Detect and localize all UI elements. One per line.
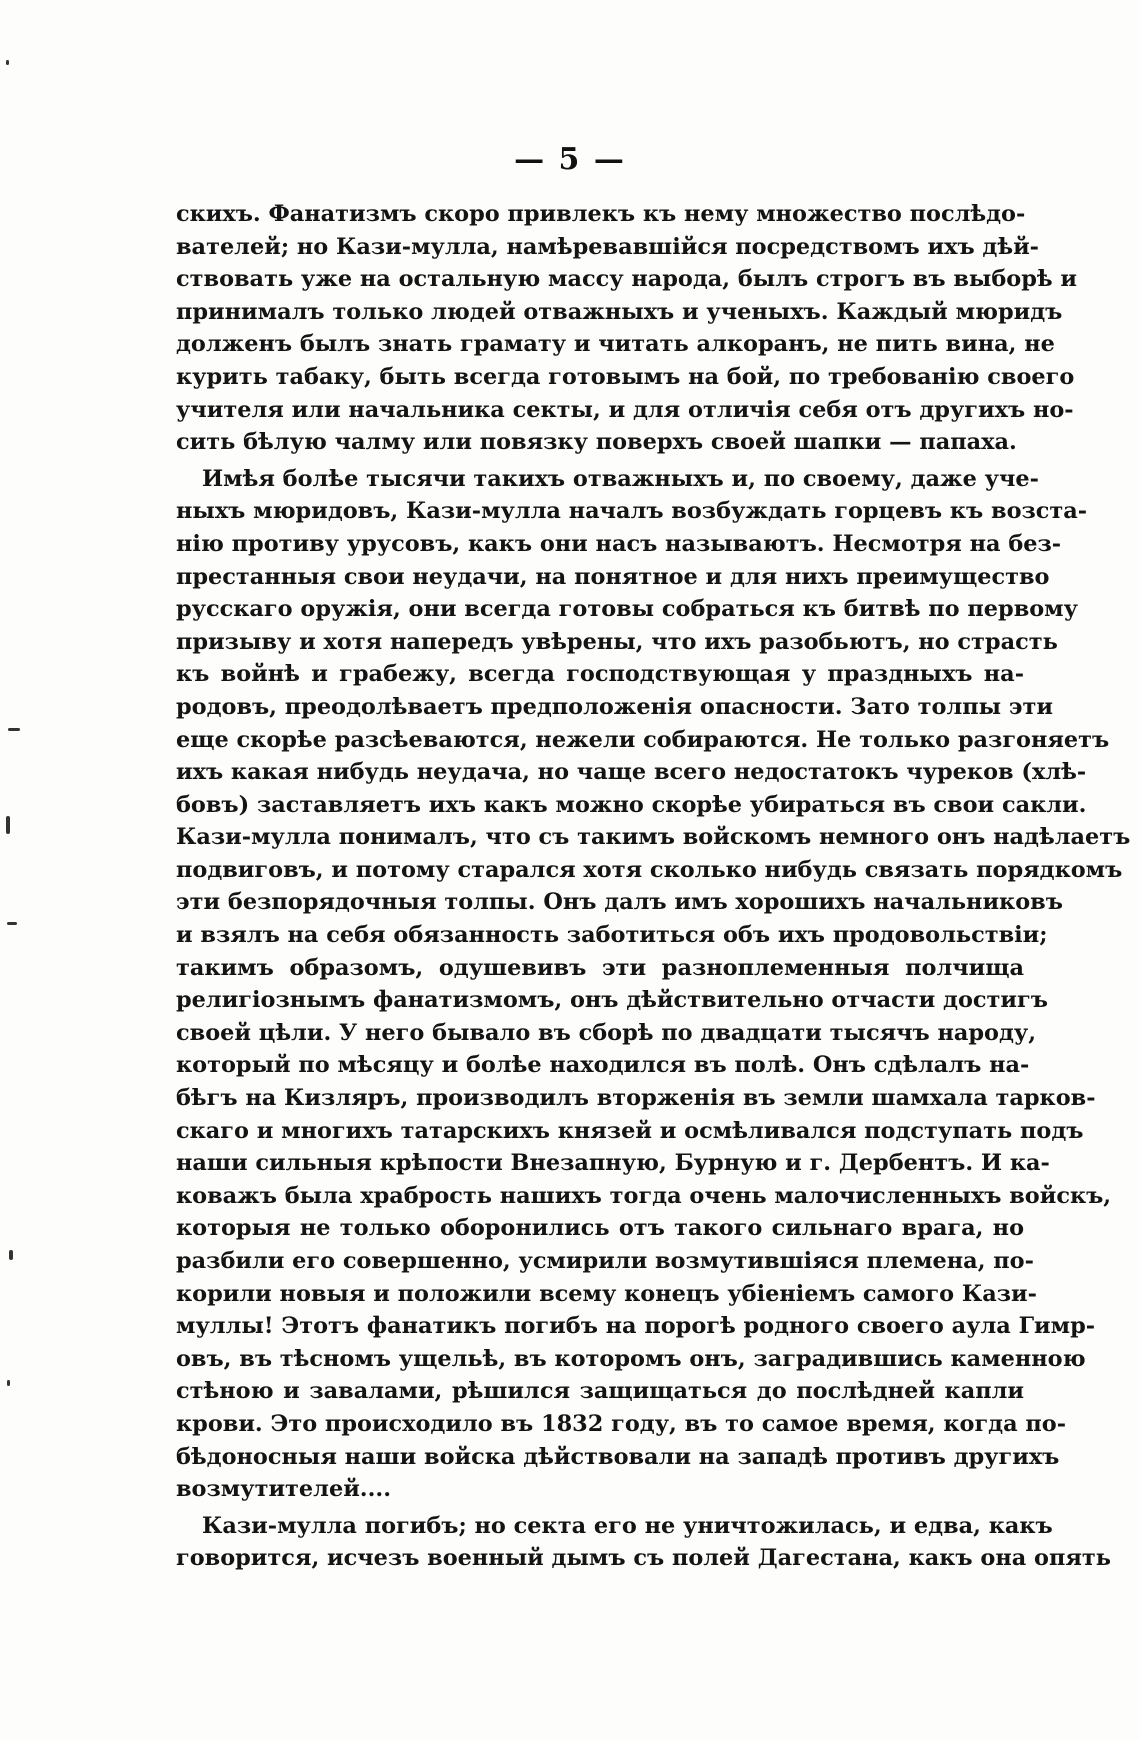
scan-speck [9, 1250, 13, 1260]
text-line: русскаго оружія, они всегда готовы собраться къ битвѣ по первому [176, 596, 1078, 623]
text-line: наши сильныя крѣпости Внезапную, Бурную и г. Дербентъ. И ка- [176, 1150, 1050, 1177]
text-line: который по мѣсяцу и болѣе находился въ полѣ. Онъ сдѣлалъ на- [176, 1052, 1030, 1079]
paragraph-1 [176, 198, 1078, 459]
text-line: къ войнѣ и грабежу, всегда господствующая у праздныхъ на- [176, 661, 1024, 688]
text-line: стѣною и завалами, рѣшился защищаться до послѣдней капли [176, 1378, 1024, 1405]
text-line: разбили его совершенно, усмирили возмутившіяся племена, по- [176, 1248, 1034, 1274]
paragraph-3 [176, 1510, 1111, 1575]
text-line: возмутителей.... [176, 1476, 391, 1503]
text-line: эти безпорядочныя толпы. Онъ далъ имъ хорошихъ начальниковъ [176, 889, 1063, 916]
scan-speck [6, 816, 10, 834]
text-line: ныхъ мюридовъ, Кази-мулла началъ возбуждать горцевъ къ возста- [176, 498, 1088, 525]
text-line: такимъ образомъ, одушевивъ эти разноплеменныя полчища [176, 954, 1024, 981]
text-line: ихъ какая нибудь неудача, но чаще всего недостатокъ чуреков (хлѣ- [176, 759, 1087, 786]
text-line: скаго и многихъ татарскихъ князей и осмѣливался подступать подъ [176, 1117, 1084, 1144]
text-line: корили новыя и положили всему конецъ убіеніемъ самого Кази- [176, 1280, 1037, 1307]
scan-speck [6, 60, 9, 65]
text-line: еще скорѣе разсѣеваются, нежели собираются. Не только разгоняетъ [176, 726, 1110, 753]
text-line: Имѣя болѣе тысячи такихъ отважныхъ и, по своему, даже уче- [202, 465, 1039, 492]
text-line: своей цѣли. У него бывало въ сборѣ по двадцати тысячъ народу, [176, 1019, 1037, 1046]
text-line: родовъ, преодолѣваетъ предположенія опасности. Зато толпы эти [176, 693, 1053, 720]
text-line: бѣдоносныя наши войска дѣйствовали на западѣ противъ другихъ [176, 1443, 1060, 1470]
text-line: престанныя свои неудачи, на понятное и для нихъ преимущество [176, 563, 1050, 590]
text-line: бовъ) заставляетъ ихъ какъ можно скорѣе убираться въ свои сакли. [176, 791, 1087, 818]
paragraph-2 [176, 463, 1131, 1506]
body-text [176, 198, 1131, 1579]
scan-speck [8, 728, 20, 731]
scan-speck [7, 1380, 10, 1386]
text-line: учителя или начальника секты, и для отличія себя отъ другихъ но- [176, 396, 1074, 423]
text-line: курить табаку, быть всегда готовымъ на бой, по требованію своего [176, 363, 1075, 390]
text-line: и взялъ на себя обязанность заботиться объ ихъ продовольствіи; [176, 922, 1048, 949]
text-line: скихъ. Фанатизмъ скоро привлекъ къ нему множество послѣдо- [176, 201, 1026, 227]
text-line: сить бѣлую чалму или повязку поверхъ своей шапки — папаха. [176, 429, 1017, 456]
text-line: принималъ только людей отважныхъ и ученыхъ. Каждый мюридъ [176, 298, 1063, 325]
text-line: долженъ былъ знать грамату и читать алкоранъ, не пить вина, не [176, 331, 1055, 358]
text-line: подвиговъ, и потому старался хотя сколько нибудь связать порядкомъ [176, 856, 1123, 883]
text-line: которыя не только оборонились отъ такого сильнаго врага, но [176, 1215, 1024, 1242]
text-line: религіознымъ фанатизмомъ, онъ дѣйствительно отчасти достигъ [176, 987, 1048, 1014]
text-line: бѣгъ на Кизляръ, производилъ вторженія въ земли шамхала тарков- [176, 1085, 1096, 1112]
text-line: коважъ была храбрость нашихъ тогда очень малочисленныхъ войскъ, [176, 1182, 1112, 1209]
page-number: — 5 — [514, 142, 626, 177]
text-line: ствовать уже на остальную массу народа, былъ строгъ въ выборѣ и [176, 266, 1078, 293]
text-line: Кази-мулла понималъ, что съ такимъ войскомъ немного онъ надѣлаетъ [176, 824, 1131, 851]
scan-speck [7, 922, 17, 925]
text-line: муллы! Этотъ фанатикъ погибъ на порогѣ родного своего аула Гимр- [176, 1313, 1096, 1340]
text-line: вателей; но Кази-мулла, намѣревавшійся посредствомъ ихъ дѣй- [176, 233, 1039, 260]
text-line: крови. Это происходило въ 1832 году, въ то самое время, когда по- [176, 1410, 1067, 1437]
text-line: Кази-мулла погибъ; но секта его не уничтожилась, и едва, какъ [202, 1512, 1053, 1539]
text-line: говорится, исчезъ военный дымъ съ полей Дагестана, какъ она опять [176, 1545, 1111, 1572]
text-line: призыву и хотя напередъ увѣрены, что ихъ разобьютъ, но страсть [176, 628, 1058, 655]
text-line: нію противу урусовъ, какъ они насъ называютъ. Несмотря на без- [176, 530, 1062, 557]
text-line: овъ, въ тѣсномъ ущельѣ, въ которомъ онъ, заградившись каменною [176, 1345, 1086, 1372]
